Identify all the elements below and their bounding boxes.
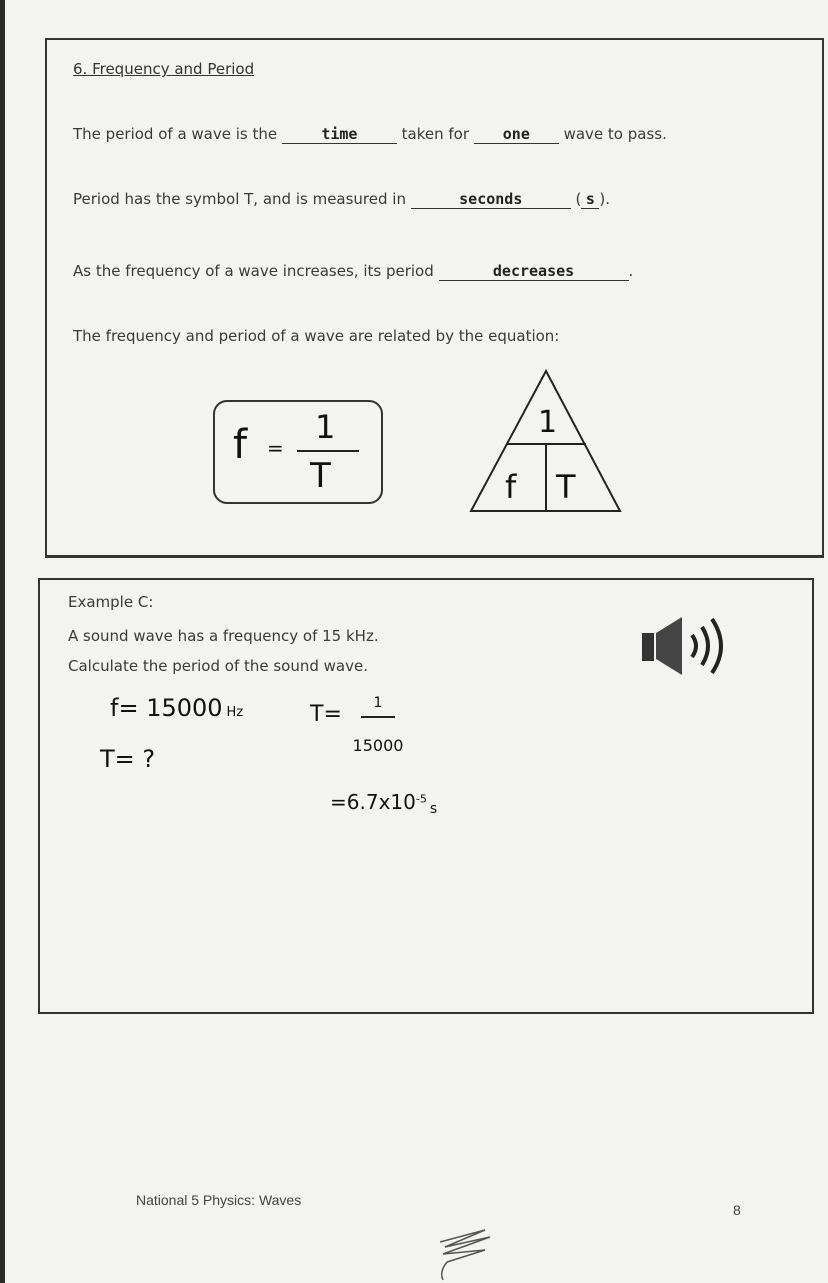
footer-title: National 5 Physics: Waves bbox=[136, 1192, 302, 1208]
formula-numerator: 1 bbox=[315, 408, 336, 446]
example-title: Example C: bbox=[68, 593, 154, 611]
working-fraction-bar bbox=[361, 716, 395, 718]
answer-s: s bbox=[581, 190, 599, 209]
text: . bbox=[628, 262, 634, 280]
text: Period has the symbol T, and is measured in bbox=[73, 190, 406, 208]
formula-triangle bbox=[468, 368, 623, 514]
working-fraction bbox=[350, 694, 406, 756]
working-frequency-unit: Hz bbox=[226, 705, 244, 720]
formula-denominator: T bbox=[310, 456, 331, 496]
working-answer-line bbox=[330, 790, 437, 817]
speaker-icon[interactable] bbox=[640, 615, 735, 677]
working-period-unknown: T= ? bbox=[100, 745, 156, 773]
frequency-period-section bbox=[45, 38, 824, 558]
fraction-bar bbox=[297, 450, 359, 452]
section-title: 6. Frequency and Period bbox=[73, 60, 255, 78]
triangle-f: f bbox=[505, 468, 517, 506]
triangle-t: T bbox=[556, 468, 576, 506]
example-question-1: A sound wave has a frequency of 15 kHz. bbox=[68, 627, 379, 645]
sentence-period-units bbox=[73, 190, 610, 209]
sentence-period-definition bbox=[73, 125, 667, 144]
formula-f: f bbox=[233, 422, 248, 468]
formula-box bbox=[213, 400, 383, 504]
binding-edge bbox=[0, 0, 5, 1283]
working-frequency-line bbox=[110, 694, 243, 722]
working-answer-unit: s bbox=[429, 801, 438, 818]
sentence-frequency-period-relation bbox=[73, 262, 633, 281]
text: As the frequency of a wave increases, its period bbox=[73, 262, 434, 280]
triangle-top: 1 bbox=[538, 405, 558, 440]
working-answer-exponent: -5 bbox=[415, 792, 427, 806]
working-frequency: f= 15000 bbox=[110, 694, 223, 722]
working-denominator: 15000 bbox=[352, 736, 404, 755]
answer-seconds: seconds bbox=[411, 190, 571, 209]
working-numerator: 1 bbox=[373, 695, 383, 711]
page-number: 8 bbox=[733, 1202, 741, 1218]
scribble-mark bbox=[435, 1222, 497, 1282]
working-period-equation: T= bbox=[310, 702, 342, 727]
text: ( bbox=[575, 190, 582, 208]
working-answer: =6.7x10 bbox=[330, 790, 416, 814]
text: taken for bbox=[401, 125, 470, 143]
example-question-2: Calculate the period of the sound wave. bbox=[68, 657, 368, 675]
text: ). bbox=[599, 190, 611, 208]
answer-time: time bbox=[282, 125, 397, 144]
answer-one: one bbox=[474, 125, 559, 144]
text: The period of a wave is the bbox=[73, 125, 278, 143]
formula-equals: = bbox=[267, 436, 284, 460]
equation-intro: The frequency and period of a wave are related by the equation: bbox=[73, 327, 560, 345]
text: wave to pass. bbox=[563, 125, 667, 143]
answer-decreases: decreases bbox=[439, 262, 629, 281]
